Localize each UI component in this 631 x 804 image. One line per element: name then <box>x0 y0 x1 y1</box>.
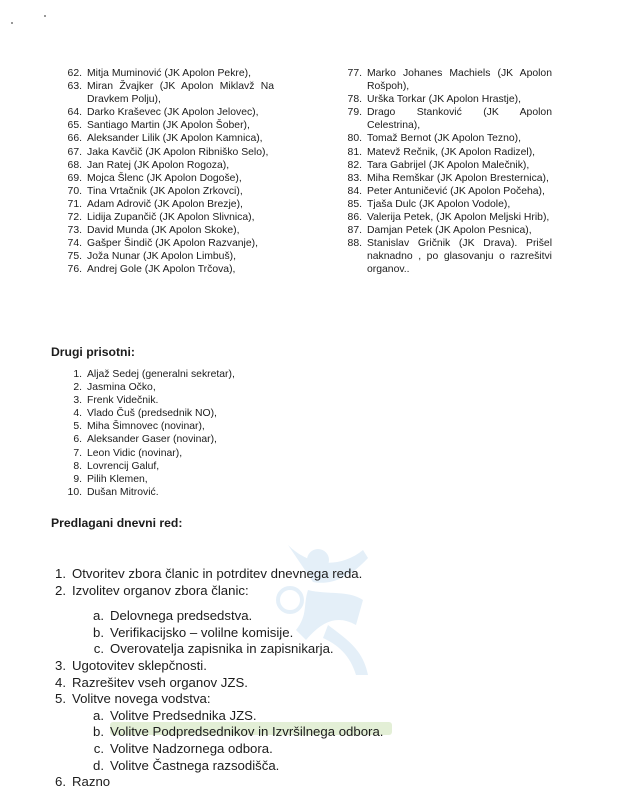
attendee-text: Gašper Šindič (JK Apolon Razvanje), <box>87 238 258 250</box>
attendee-text: Valerija Petek, (JK Apolon Meljski Hrib), <box>367 212 550 224</box>
attendee-text: Jan Ratej (JK Apolon Rogoza), <box>87 159 230 171</box>
attendee-number: 79. <box>347 107 362 119</box>
list-item <box>62 473 235 486</box>
item-text: Frenk Videčnik. <box>87 395 159 407</box>
attendee-number: 72. <box>67 212 82 224</box>
attendee-number: 69. <box>67 172 82 184</box>
item-text: Lovrencij Galuf, <box>87 460 160 472</box>
item-number: 10. <box>67 486 82 498</box>
attendee-number: 64. <box>67 107 82 119</box>
list-item <box>62 368 235 381</box>
attendee-row <box>338 185 552 198</box>
attendee-number: 82. <box>347 159 362 171</box>
attendee-number: 73. <box>67 225 82 237</box>
attendee-row <box>58 172 274 185</box>
attendee-text: Joža Nunar (JK Apolon Limbuš), <box>87 251 237 263</box>
attendee-text: Tjaša Dulc (JK Apolon Vodole), <box>367 198 511 210</box>
agenda-item <box>50 675 470 692</box>
attendee-text: Mitja Muminović (JK Apolon Pekre), <box>87 68 251 79</box>
list-item <box>62 486 235 499</box>
attendee-text: Lidija Zupančič (JK Apolon Slivnica), <box>87 212 255 224</box>
attendee-text: Miran Žvajker (JK Apolon Miklavž Na Dravkem Polju), <box>87 81 274 106</box>
item-number: 3. <box>73 395 82 407</box>
agenda-text: Razrešitev vseh organov JZS. <box>72 674 248 690</box>
item-text: Pilih Klemen, <box>87 473 148 485</box>
agenda-letter: c. <box>93 740 104 756</box>
item-text: Dušan Mitrović. <box>87 486 159 498</box>
agenda-letter: c. <box>93 641 104 657</box>
attendee-number: 65. <box>67 120 82 132</box>
agenda-letter: a. <box>93 608 104 624</box>
agenda-number: 1. <box>55 566 66 581</box>
agenda-item <box>50 658 470 675</box>
attendee-number: 80. <box>347 133 362 145</box>
attendee-number: 76. <box>67 264 82 276</box>
agenda-item <box>50 691 470 708</box>
attendee-row <box>338 211 552 224</box>
agenda-letter: b. <box>93 724 104 740</box>
agenda-item <box>50 566 470 583</box>
attendees-column-right <box>338 67 552 277</box>
item-number: 1. <box>73 369 82 380</box>
attendee-text: Stanislav Gričnik (JK Drava). Prišel naknadno , po glasovanju o razrešitvi organov.. <box>367 238 552 276</box>
attendee-number: 70. <box>67 185 82 197</box>
attendee-number: 81. <box>347 146 362 158</box>
attendee-row <box>338 132 552 145</box>
agenda-text: Ugotovitev sklepčnosti. <box>72 657 207 673</box>
item-number: 7. <box>73 447 82 459</box>
attendee-text: Marko Johanes Machiels (JK Apolon Rošpoh), <box>367 68 552 93</box>
agenda-text: Volitve Podpredsednikov in Izvršilnega odbora. <box>110 724 384 740</box>
attendee-number: 87. <box>347 225 362 237</box>
attendee-text: Miha Remškar (JK Apolon Bresternica), <box>367 172 549 184</box>
agenda-list <box>50 566 470 791</box>
agenda-subitem <box>88 724 470 741</box>
agenda-number: 5. <box>55 691 66 707</box>
attendee-row <box>338 198 552 211</box>
attendee-text: Tomaž Bernot (JK Apolon Tezno), <box>367 133 522 145</box>
agenda-subitem <box>88 641 470 658</box>
agenda-text: Razno <box>72 774 111 790</box>
item-number: 4. <box>73 408 82 420</box>
attendee-row <box>338 93 552 106</box>
attendee-text: Santiago Martin (JK Apolon Šober), <box>87 120 250 132</box>
attendee-row <box>58 250 274 263</box>
item-text: Aljaž Sedej (generalni sekretar), <box>87 369 235 380</box>
attendee-row <box>338 146 552 159</box>
attendees-column-left <box>58 67 274 277</box>
attendee-row <box>338 224 552 237</box>
attendee-number: 78. <box>347 94 362 106</box>
agenda-number: 3. <box>55 657 66 673</box>
attendee-text: Adam Adrovič (JK Apolon Brezje), <box>87 198 243 210</box>
agenda-text: Overovatelja zapisnika in zapisnikarja. <box>110 641 334 657</box>
agenda-subitem <box>88 758 470 775</box>
attendee-row <box>338 67 552 93</box>
agenda-text: Volitve Nadzornega odbora. <box>110 740 273 756</box>
agenda-letter: d. <box>93 757 104 773</box>
agenda-letter: b. <box>93 624 104 640</box>
attendee-row <box>58 146 274 159</box>
others-list <box>62 368 235 499</box>
attendee-text: Peter Antuničević (JK Apolon Počeha), <box>367 185 545 197</box>
list-item <box>62 394 235 407</box>
attendee-row <box>338 106 552 132</box>
agenda-title: Predlagani dnevni red: <box>51 516 183 530</box>
agenda-text: Delovnega predsedstva. <box>110 608 253 624</box>
attendee-text: Darko Kraševec (JK Apolon Jelovec), <box>87 107 259 119</box>
attendee-number: 88. <box>347 238 362 250</box>
item-text: Vlado Čuš (predsednik NO), <box>87 408 217 420</box>
agenda-text: Verifikacijsko – volilne komisije. <box>110 624 294 640</box>
attendee-number: 63. <box>67 81 82 93</box>
agenda-number: 2. <box>55 582 66 598</box>
scan-speck <box>11 22 13 24</box>
agenda-text: Izvolitev organov zbora članic: <box>72 582 249 598</box>
list-item <box>62 381 235 394</box>
item-text: Jasmina Očko, <box>87 382 156 394</box>
attendee-row <box>58 185 274 198</box>
attendee-number: 71. <box>67 198 82 210</box>
agenda-subitem <box>88 625 470 642</box>
agenda-text: Volitve Častnega razsodišča. <box>110 757 280 773</box>
item-number: 9. <box>73 473 82 485</box>
attendee-text: David Munda (JK Apolon Skoke), <box>87 225 240 237</box>
attendee-row <box>58 211 274 224</box>
attendee-row <box>338 237 552 276</box>
agenda-sublist <box>88 608 470 658</box>
others-title: Drugi prisotni: <box>51 345 135 359</box>
agenda-subitem <box>88 708 470 725</box>
attendee-text: Matevž Rečnik, (JK Apolon Radizel), <box>367 146 536 158</box>
agenda-number: 4. <box>55 674 66 690</box>
item-number: 8. <box>73 460 82 472</box>
attendee-row <box>58 224 274 237</box>
attendee-number: 86. <box>347 212 362 224</box>
attendee-row <box>58 198 274 211</box>
attendee-text: Aleksander Lilik (JK Apolon Kamnica), <box>87 133 263 145</box>
agenda-subitem <box>88 741 470 758</box>
list-item <box>62 407 235 420</box>
agenda-text: Volitve Predsednika JZS. <box>110 707 257 723</box>
agenda-sublist <box>88 708 470 774</box>
list-item <box>62 420 235 433</box>
list-item <box>62 460 235 473</box>
attendee-text: Damjan Petek (JK Apolon Pesnica), <box>367 225 532 237</box>
item-number: 6. <box>73 434 82 446</box>
attendee-row <box>58 80 274 106</box>
attendee-number: 67. <box>67 146 82 158</box>
attendee-number: 85. <box>347 198 362 210</box>
list-item <box>62 447 235 460</box>
agenda-item <box>50 583 470 600</box>
attendee-row <box>338 159 552 172</box>
attendee-number: 68. <box>67 159 82 171</box>
attendee-text: Urška Torkar (JK Apolon Hrastje), <box>367 94 521 106</box>
attendee-row <box>58 106 274 119</box>
attendee-number: 75. <box>67 251 82 263</box>
attendee-row <box>58 263 274 276</box>
attendee-number: 83. <box>347 172 362 184</box>
attendee-number: 77. <box>347 68 362 79</box>
attendee-text: Tara Gabrijel (JK Apolon Malečnik), <box>367 159 530 171</box>
item-text: Miha Šimnovec (novinar), <box>87 421 205 433</box>
attendee-text: Andrej Gole (JK Apolon Trčova), <box>87 264 236 276</box>
attendee-row <box>58 159 274 172</box>
attendee-text: Mojca Šlenc (JK Apolon Dogoše), <box>87 172 242 184</box>
item-number: 2. <box>73 382 82 394</box>
item-number: 5. <box>73 421 82 433</box>
agenda-text: Otvoritev zbora članic in potrditev dnevnega reda. <box>72 566 363 581</box>
attendee-row <box>58 67 274 80</box>
attendee-text: Jaka Kavčič (JK Apolon Ribniško Selo), <box>87 146 269 158</box>
list-item <box>62 433 235 446</box>
agenda-letter: a. <box>93 707 104 723</box>
attendee-text: Tina Vrtačnik (JK Apolon Zrkovci), <box>87 185 243 197</box>
attendee-number: 84. <box>347 185 362 197</box>
attendee-row <box>58 237 274 250</box>
item-text: Leon Vidic (novinar), <box>87 447 183 459</box>
attendee-row <box>58 132 274 145</box>
agenda-subitem <box>88 608 470 625</box>
agenda-number: 6. <box>55 774 66 790</box>
attendee-number: 62. <box>67 68 82 79</box>
attendee-text: Drago Stanković (JK Apolon Celestrina), <box>367 107 552 132</box>
attendee-row <box>338 172 552 185</box>
attendee-number: 74. <box>67 238 82 250</box>
attendee-number: 66. <box>67 133 82 145</box>
agenda-text: Volitve novega vodstva: <box>72 691 211 707</box>
agenda-item <box>50 774 470 791</box>
attendee-row <box>58 119 274 132</box>
item-text: Aleksander Gaser (novinar), <box>87 434 217 446</box>
scan-speck <box>44 15 46 17</box>
